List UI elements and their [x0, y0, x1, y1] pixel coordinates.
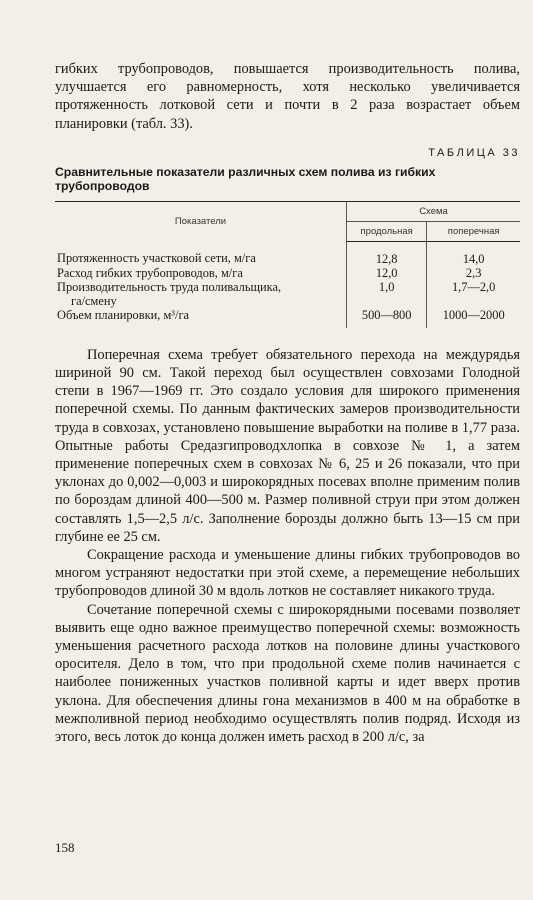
header-longitudinal: продольная	[347, 221, 427, 241]
table-title: Сравнительные показатели различных схем полива из гибких трубопроводов	[55, 164, 436, 193]
row-indicator: Объем планировки, м³/га	[57, 307, 190, 322]
table-label: ТАБЛИЦА 33	[428, 146, 520, 159]
row-value-longitudinal: 500—800	[347, 308, 427, 328]
paragraph-transverse-scheme: Поперечная схема требует обязательного перехода на междурядья шириной 90 см. Такой переход был осуществлен совхозами Голодной степи в 1967—1969 гг. Это создало условия для широкого применения поперечной схемы. По данным фактических замеров производительности труда в совхозах, установлено повышение выработки на поливе в 1,77 раза. Опытные работы Средазгипроводхлопка в совхозе № 1, а затем применение поперечных схем в совхозах № 6, 25 и 26 показали, что при уклонах до 0,002—0,003 и широкорядных посевах вполне применим полив по бороздам длиной 400—500 м. Размер поливной струи при этом должен составлять 1,5—2,5 л/с. Заполнение борозды должно быть 13—15 см при глубине ее 25 см.	[55, 346, 520, 545]
row-value-transverse: 1,7—2,0	[451, 279, 496, 294]
page-content	[55, 60, 520, 746]
table-row	[55, 308, 520, 328]
table-row	[55, 241, 520, 266]
paragraph-wide-row-sowing: Сочетание поперечной схемы с широкорядными посевами позволяет выявить еще одно важное преимущество поперечной схемы: возможность уменьшения расчетного расхода лотков на половине длины участкового оросителя. Дело в том, что при продольной схеме полив начинается с наиболее пониженных участков поливной карты и идет вверх против уклона. Для обеспечения длины гона механизмов в 400 м на обработке в межполивной период необходимо осуществлять полив подряд. Исходя из этого, весь лоток до конца должен иметь расход в 200 л/с, за	[55, 601, 520, 746]
row-value-longitudinal: 12,0	[347, 266, 427, 280]
header-transverse: поперечная	[427, 221, 520, 241]
table-row	[55, 280, 520, 308]
page-number: 158	[55, 840, 75, 855]
paragraph-pipeline-reduction: Сокращение расхода и уменьшение длины гибких трубопроводов во многом устраняют недостатки при этой схеме, а перемещение небольших трубопроводов длиной 30 м вдоль лотков не составляет никакого труда.	[55, 547, 520, 600]
intro-paragraph: гибких трубопроводов, повышается производительность полива, улучшается его равномерность, хотя несколько увеличивается протяженность лотковой сети и почти в 2 раза возрастает объем планировки (табл. 33).	[55, 61, 520, 132]
row-indicator: Производительность труда поливальщика,	[57, 279, 282, 294]
row-value-longitudinal: 1,0	[347, 280, 427, 308]
row-value-transverse: 1000—2000	[442, 307, 505, 322]
body-text	[55, 346, 520, 746]
row-indicator-continuation: га/смену	[71, 293, 117, 308]
row-value-transverse: 2,3	[465, 265, 482, 280]
table-row	[55, 266, 520, 280]
row-indicator: Протяженность участковой сети, м/га	[57, 251, 256, 266]
row-value-longitudinal: 12,8	[347, 241, 427, 266]
comparison-table	[55, 201, 520, 328]
header-indicator: Показатели	[55, 201, 347, 241]
row-indicator: Расход гибких трубопроводов, м/га	[57, 265, 243, 280]
row-value-transverse: 14,0	[462, 251, 485, 266]
header-scheme: Схема	[347, 201, 521, 221]
